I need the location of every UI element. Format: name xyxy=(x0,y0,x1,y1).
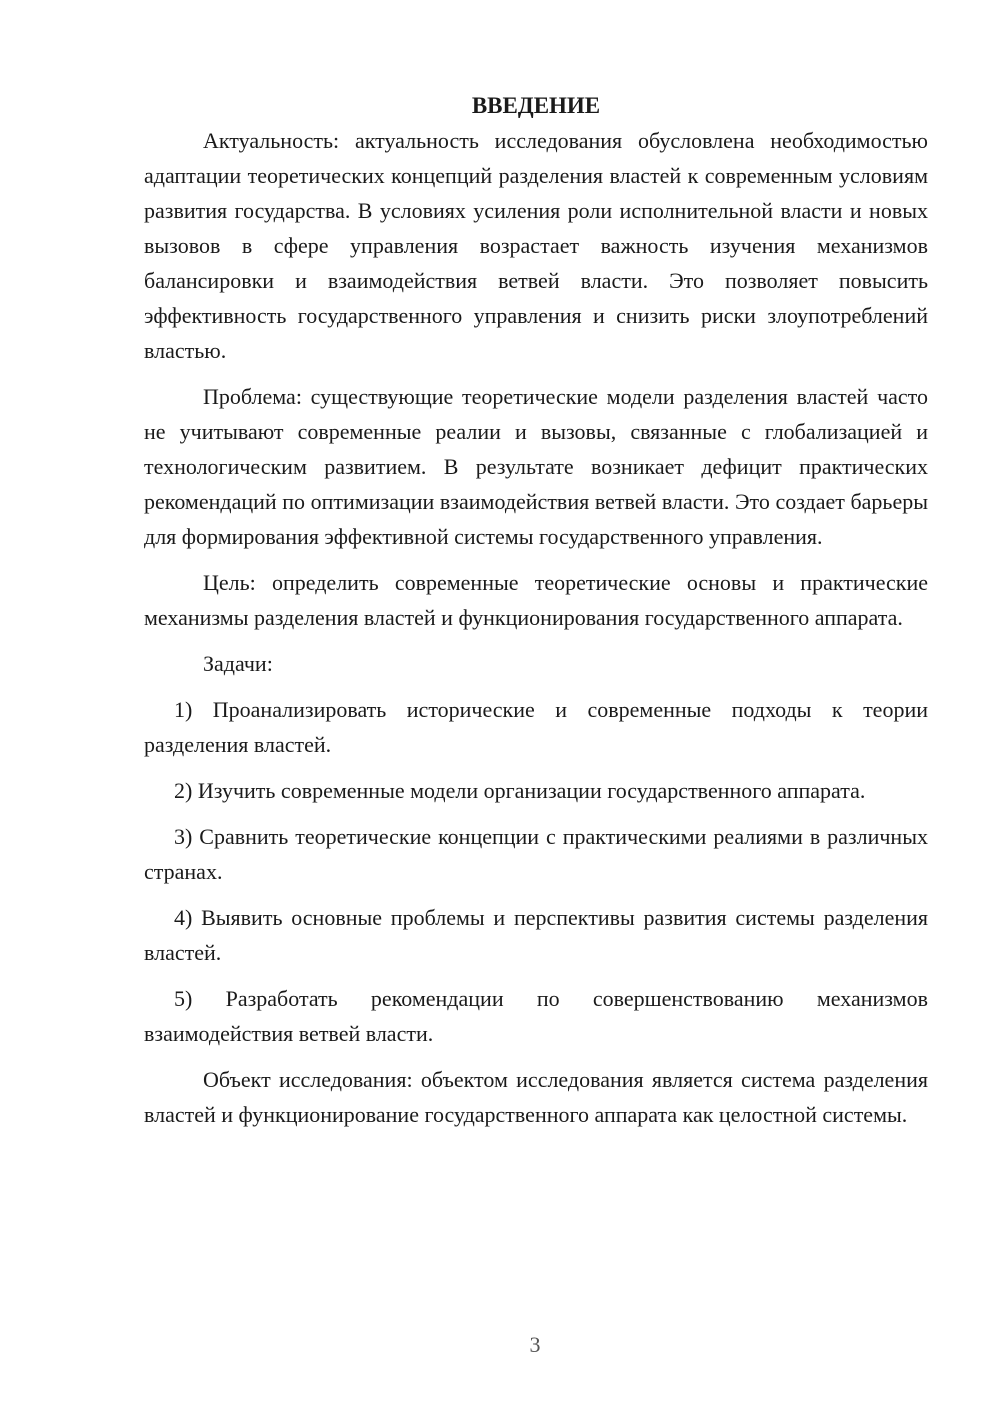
problem-paragraph: Проблема: существующие теоретические модели разделения властей часто не учитывают современные реалии и вызовы, связанные с глобализацией и технологическим развитием. В результате возникает дефицит практических рекомендаций по оптимизации взаимодействия ветвей власти. Это создает барьеры для формирования эффективной системы государственного управления. xyxy=(144,384,928,549)
task-item-2: 2) Изучить современные модели организации государственного аппарата. xyxy=(174,778,866,803)
goal-paragraph: Цель: определить современные теоретические основы и практические механизмы разделения властей и функционирования государственного аппарата. xyxy=(144,570,928,630)
task-item-1: 1) Проанализировать исторические и современные подходы к теории разделения властей. xyxy=(144,697,928,757)
task-item-4: 4) Выявить основные проблемы и перспективы развития системы разделения властей. xyxy=(144,905,928,965)
page-number: 3 xyxy=(529,1332,541,1357)
relevance-paragraph: Актуальность: актуальность исследования обусловлена необходимостью адаптации теоретических концепций разделения властей к современным условиям развития государства. В условиях усиления роли исполнительной власти и новых вызовов в сфере управления возрастает важность изучения механизмов балансировки и взаимодействия ветвей власти. Это позволяет повысить эффективность государственного управления и снизить риски злоупотреблений властью. xyxy=(144,128,928,363)
task-item-5: 5) Разработать рекомендации по совершенствованию механизмов взаимодействия ветвей власти. xyxy=(144,986,928,1046)
section-heading: ВВЕДЕНИЕ xyxy=(471,93,601,118)
object-paragraph: Объект исследования: объектом исследования является система разделения властей и функционирование государственного аппарата как целостной системы. xyxy=(144,1067,928,1127)
tasks-label: Задачи: xyxy=(203,651,273,676)
document-page xyxy=(144,88,928,1132)
task-item-3: 3) Сравнить теоретические концепции с практическими реалиями в различных странах. xyxy=(144,824,928,884)
